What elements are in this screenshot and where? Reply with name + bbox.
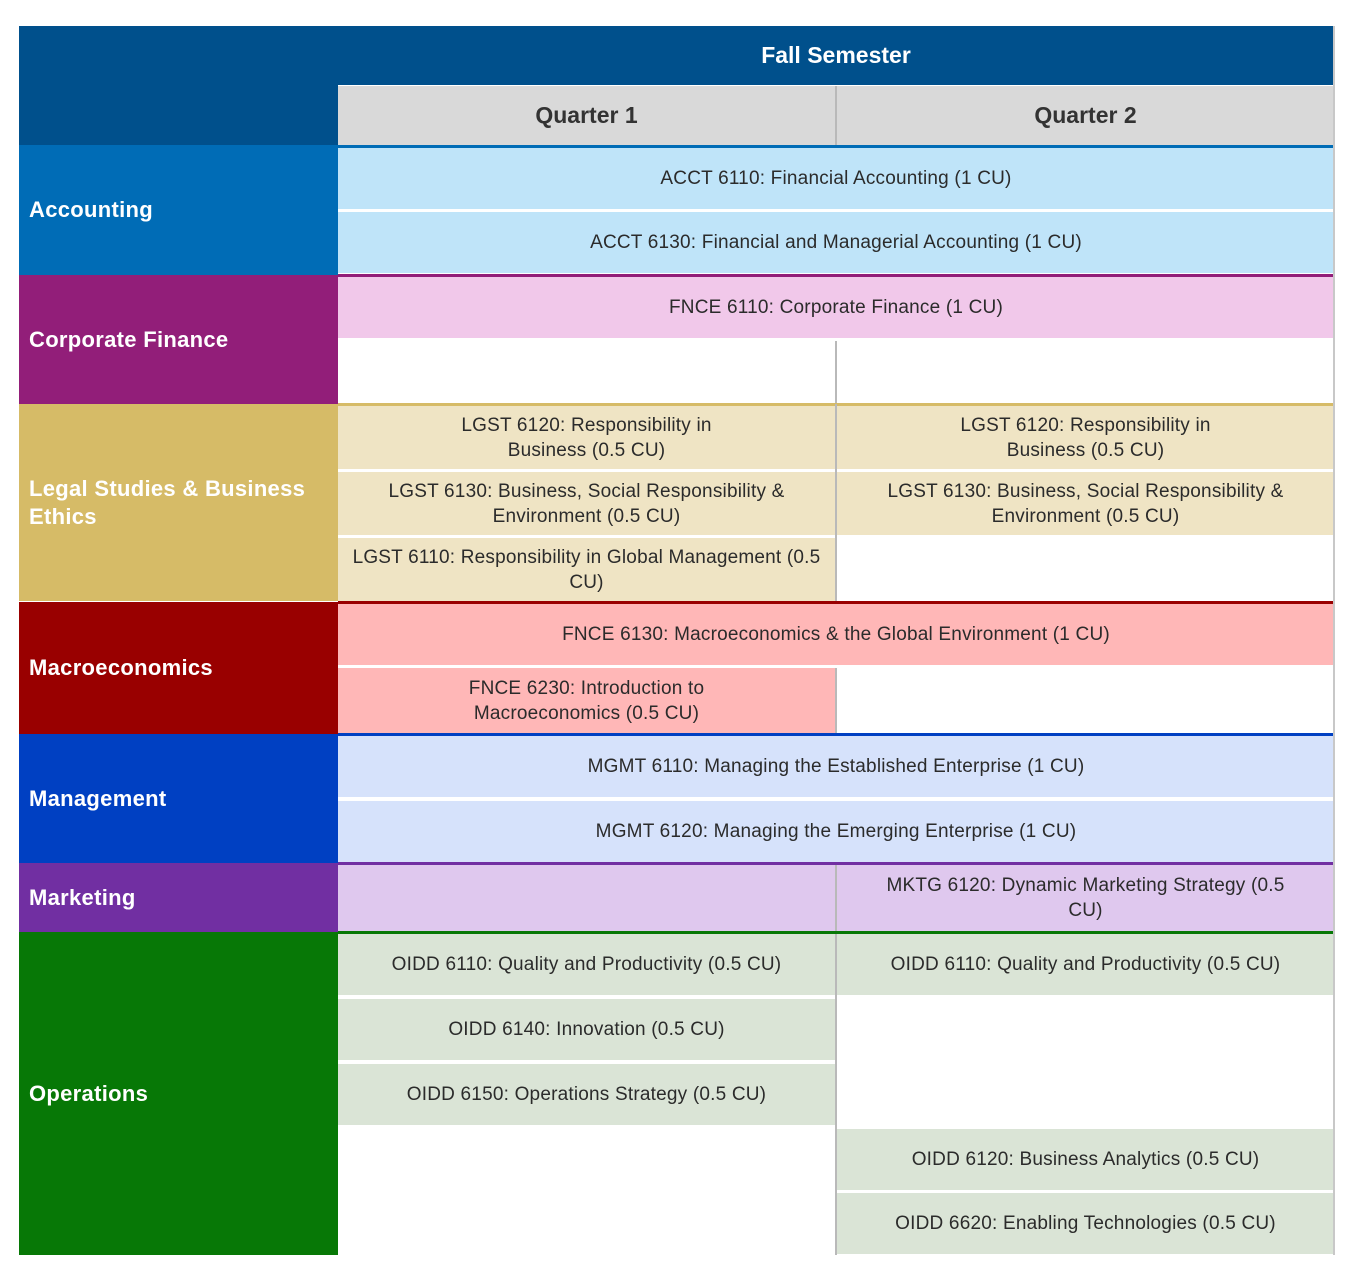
header-corner [19, 26, 338, 145]
quarter-2-header: Quarter 2 [837, 86, 1334, 145]
course-oidd6110-q2: OIDD 6110: Quality and Productivity (0.5 CU) [837, 934, 1334, 995]
category-macroeconomics: Macroeconomics [19, 602, 338, 734]
course-oidd6140: OIDD 6140: Innovation (0.5 CU) [338, 999, 835, 1060]
category-management: Management [19, 734, 338, 863]
category-operations: Operations [19, 932, 338, 1255]
course-lgst6120-q1: LGST 6120: Responsibility in Business (0.5 CU) [338, 406, 835, 469]
course-mgmt6110: MGMT 6110: Managing the Established Enterprise (1 CU) [338, 736, 1334, 797]
course-lgst6120-q2: LGST 6120: Responsibility in Business (0.5 CU) [837, 406, 1334, 469]
semester-header: Fall Semester [338, 26, 1334, 85]
course-oidd6620: OIDD 6620: Enabling Technologies (0.5 CU) [837, 1193, 1334, 1254]
category-legal-studies: Legal Studies & Business Ethics [19, 404, 338, 601]
course-fnce6110: FNCE 6110: Corporate Finance (1 CU) [338, 277, 1334, 338]
course-lgst6130-q2: LGST 6130: Business, Social Responsibility & Environment (0.5 CU) [837, 472, 1334, 535]
course-acct6110: ACCT 6110: Financial Accounting (1 CU) [338, 148, 1334, 209]
quarter-1-header: Quarter 1 [338, 86, 835, 145]
category-marketing: Marketing [19, 863, 338, 932]
course-acct6130: ACCT 6130: Financial and Managerial Accounting (1 CU) [338, 212, 1334, 273]
course-lgst6110: LGST 6110: Responsibility in Global Management (0.5 CU) [338, 538, 835, 601]
course-mgmt6120: MGMT 6120: Managing the Emerging Enterprise (1 CU) [338, 801, 1334, 862]
course-oidd6150: OIDD 6150: Operations Strategy (0.5 CU) [338, 1064, 835, 1125]
marketing-q1-empty [338, 865, 835, 931]
course-lgst6130-q1: LGST 6130: Business, Social Responsibility & Environment (0.5 CU) [338, 472, 835, 535]
category-accounting: Accounting [19, 145, 338, 275]
course-oidd6110-q1: OIDD 6110: Quality and Productivity (0.5 CU) [338, 934, 835, 995]
course-fnce6230: FNCE 6230: Introduction to Macroeconomics (0.5 CU) [338, 668, 835, 734]
category-corporate-finance: Corporate Finance [19, 275, 338, 404]
course-oidd6120: OIDD 6120: Business Analytics (0.5 CU) [837, 1129, 1334, 1190]
course-fnce6130: FNCE 6130: Macroeconomics & the Global Environment (1 CU) [338, 604, 1334, 665]
course-mktg6120: MKTG 6120: Dynamic Marketing Strategy (0.5 CU) [837, 865, 1334, 931]
